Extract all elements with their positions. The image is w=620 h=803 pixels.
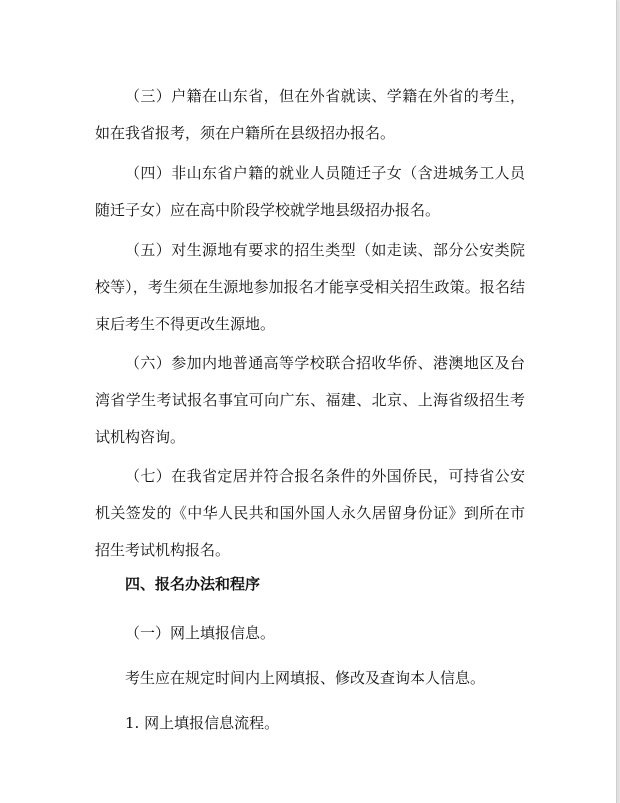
paragraph-4: （四）非山东省户籍的就业人员随迁子女（含进城务工人员随迁子女）应在高中阶段学校就学地县级招办报名。 bbox=[95, 164, 525, 219]
list-item: 1. 网上填报信息流程。 bbox=[125, 714, 280, 732]
paragraph-3: （三）户籍在山东省，但在外省就读、学籍在外省的考生，如在我省报考，须在户籍所在县级招办报名。 bbox=[95, 87, 525, 142]
subsection-heading: （一）网上填报信息。 bbox=[125, 624, 276, 642]
section-heading: 四、报名办法和程序 bbox=[125, 575, 261, 593]
paragraph-5: （五）对生源地有要求的招生类型（如走读、部分公安类院校等），考生须在生源地参加报名才能享受相关招生政策。报名结束后考生不得更改生源地。 bbox=[95, 241, 525, 333]
paragraph-6: （六）参加内地普通高等学校联合招收华侨、港澳地区及台湾省学生考试报名事宜可向广东、福建、北京、上海省级招生考试机构咨询。 bbox=[95, 354, 525, 446]
body-line: 考生应在规定时间内上网填报、修改及查询本人信息。 bbox=[125, 669, 486, 687]
paragraph-7: （七）在我省定居并符合报名条件的外国侨民，可持省公安机关签发的《中华人民共和国外国人永久居留身份证》到所在市招生考试机构报名。 bbox=[95, 467, 525, 559]
